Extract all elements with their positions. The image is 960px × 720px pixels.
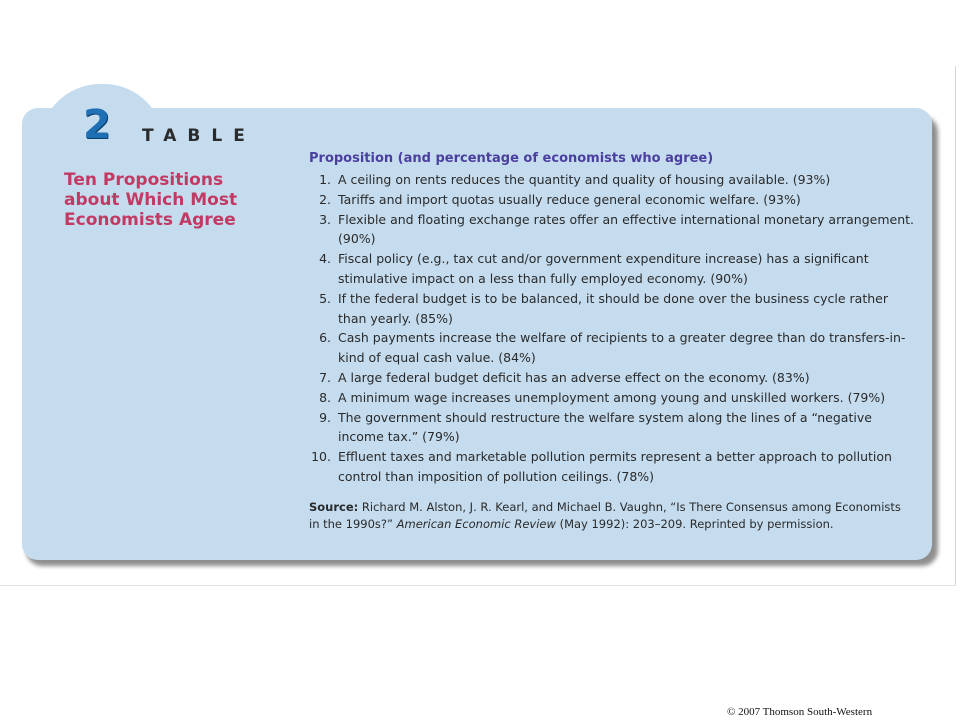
proposition-number: 10. xyxy=(311,449,331,465)
table-title: Ten Propositions about Which Most Economists Agree xyxy=(64,170,238,230)
source-journal: American Economic Review xyxy=(396,516,556,531)
source-label: Source: xyxy=(309,499,359,514)
proposition-number: 7. xyxy=(319,369,331,385)
proposition-text: Effluent taxes and marketable pollution permits represent a better approach to pollution control than imposition of pollution ceilings. (78%) xyxy=(338,449,892,484)
proposition-item xyxy=(309,388,919,408)
proposition-item xyxy=(309,447,919,487)
proposition-number: 3. xyxy=(319,211,331,227)
proposition-number: 4. xyxy=(319,251,331,267)
table-content xyxy=(309,150,919,544)
proposition-number: 1. xyxy=(319,172,331,187)
source-text: Richard M. Alston, J. R. Kearl, and Michael B. Vaughn, “Is There Consensus among Economists in the 1990s?” xyxy=(309,499,901,531)
proposition-item xyxy=(309,368,919,388)
proposition-text: Fiscal policy (e.g., tax cut and/or government expenditure increase) has a significant stimulative impact on a less than fully employed economy. (90%) xyxy=(338,251,869,286)
proposition-text: If the federal budget is to be balanced, it should be done over the business cycle rather than yearly. (85%) xyxy=(338,290,888,326)
proposition-item xyxy=(309,190,919,210)
proposition-item xyxy=(309,210,919,250)
proposition-item xyxy=(309,170,919,190)
slide-right-border xyxy=(955,66,956,586)
copyright-notice: © 2007 Thomson South-Western xyxy=(727,706,873,718)
proposition-text: Flexible and floating exchange rates offer an effective international monetary arrangement. (90%) xyxy=(338,211,915,247)
proposition-item xyxy=(309,249,919,289)
proposition-text: The government should restructure the welfare system along the lines of a “negative income tax.” (79%) xyxy=(338,409,872,445)
source-pages: (May 1992): 203–209. Reprinted by permission. xyxy=(555,516,834,531)
propositions-header: Proposition (and percentage of economists who agree) xyxy=(309,151,714,166)
table-number: 2 xyxy=(83,102,111,148)
proposition-number: 2. xyxy=(319,191,331,207)
propositions-list xyxy=(309,170,919,487)
proposition-number: 9. xyxy=(319,409,331,425)
proposition-item xyxy=(309,328,919,368)
proposition-item xyxy=(309,408,919,448)
proposition-text: A minimum wage increases unemployment among young and unskilled workers. (79%) xyxy=(338,389,886,405)
proposition-number: 8. xyxy=(319,389,331,405)
proposition-number: 5. xyxy=(319,290,331,306)
table-label: TABLE xyxy=(142,126,256,146)
slide-bottom-border xyxy=(0,585,956,586)
proposition-text: Tariffs and import quotas usually reduce general economic welfare. (93%) xyxy=(338,191,801,207)
proposition-number: 6. xyxy=(319,330,331,346)
proposition-text: A large federal budget deficit has an adverse effect on the economy. (83%) xyxy=(338,369,810,385)
source-citation xyxy=(309,499,914,533)
proposition-item xyxy=(309,289,919,329)
proposition-text: Cash payments increase the welfare of recipients to a greater degree than do transfers-in-kind of equal cash value. (84%) xyxy=(338,330,906,366)
proposition-text: A ceiling on rents reduces the quantity and quality of housing available. (93%) xyxy=(338,172,831,187)
